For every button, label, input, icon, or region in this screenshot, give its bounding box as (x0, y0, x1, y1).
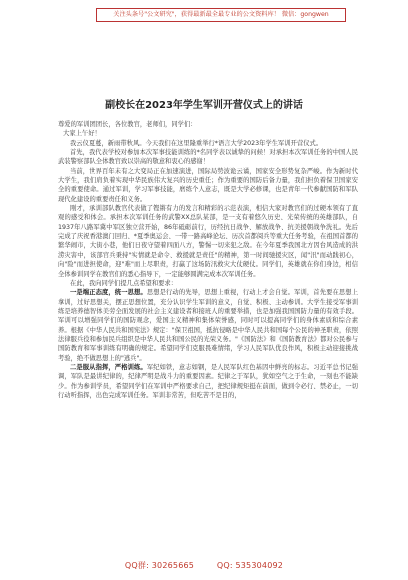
promo-banner (96, 8, 346, 22)
paragraph-lead: 一是端正态度，统一思想。 (69, 289, 147, 297)
body-paragraph: 尊爱的军训团团长，各位教官，老师们，同学们： (58, 121, 197, 128)
document-body (58, 120, 358, 400)
body-paragraph: 我云仪夏蔓，新雨带秋风。今天我们在这里隆重举行*语言大学2023年学生军训开营仪式。 (69, 139, 323, 147)
body-paragraph: 当前，世界百年未有之大变局正在加速演进，国际局势波诡云谲，国家安全形势复杂严峻。作为新时代大学生，我们肩负着实现中华民族伟大复兴的历史重任；作为重要的国防后备力量，我们担负着保卫国家安全的重要使命。通过军训，学习军事技能，磨练个人意志，既是大学必修课，也是青年一代参献国防和军队现代化建设的重要责任和义务。 (58, 167, 358, 203)
banner-wechat: 微信：gongwen (281, 11, 329, 18)
body-paragraph: 一是端正态度，统一思想。思想是行动的先导，思想上重视，行动上才会自觉。军训，首先要在思想上拿训，过好思想关，摆正思想位置，充分认识学生军训的意义，自觉、积极、主动参训。大学生接受军事训练是培养德智体美劳全面发展的社会主义建设者和接班人的重要举措，也是加强我国国防力量的有效手段。军训可以增强同学们的国防观念，爱国主义精神和集体荣誉感，同时可以提高同学们的身体素质和综合素养。根据《中华人民共和国宪法》规定："保卫祖国，抵抗侵略是中华人民共和国每个公民的神圣职责，依照法律服兵役和参加民兵组织是中华人民共和国公民的光荣义务。"《国防法》和《国防教育法》都对公民参与国防教育和军事训练有明确的规定。希望同学们克服畏难情绪，学习人民军队优良作风，积极主动迎接挑战考验，绝不做思想上的"逃兵"。 (58, 289, 359, 362)
footer-qq: QQ: 535304092 (216, 561, 284, 570)
paragraph-lead: 二是服从指挥，严格训练。 (69, 363, 147, 371)
footer-qq-group: QQ群: 30265665 (124, 561, 195, 570)
contact-footer (0, 560, 408, 571)
body-paragraph: 二是服从指挥，严格训练。军纪如铁，意志如钢，是人民军队红色基因中鲜亮的标志。习近平总书记强调，军队是最讲纪律的，纪律严明是战斗力的重要因素。纪律之于军队，犹如空气之于生命，一刻也不能缺少。作为参训学员，希望同学们在军训中严格要求自己，把纪律规矩挺在前面，做到令必行、禁必止，一切行动听指挥，出色完成军训任务。军训非常苦，但吃苦不是目的， (58, 363, 359, 399)
body-paragraph: 大家上午好！ (63, 130, 101, 138)
body-paragraph: 首先，我代表学校对参加本次军事技能训练的*名同学表以诚挚的问候！对承担本次军训任务的中国人民武装警察部队全体教官致以崇高的敬意和衷心的感谢！ (58, 149, 358, 166)
body-paragraph: 在此，我向同学们提几点希望和要求： (69, 279, 178, 287)
banner-text: 关注头条号"公文研究"，获得最新最全最专业的公文资料库！ (113, 11, 280, 18)
body-paragraph: 刚才，承训部队教官代表做了铿锵有力的发言和精彩的示范表演，相信大家对教官们的过硬本领有了直观的感受和体会。承担本次军训任务的武警XX总队某部，是一支有着悠久历史、光荣传统的英雄部队，自1937年八路军冀中军区独立营开始，86年砥砺前行，历经抗日战争、解放战争、抗美援朝战争洗礼。先后完成了庆祝香港澳门回归、*夏季奥运会、一带一路高峰论坛、历次首都阅兵等重大任务考验，在祖国首都的繁华闹市，大街小巷，他们日夜守望着四面八方，警惕一切来犯之敌。在今年夏季我国北方因台风造成的洪涝灾害中，该部官兵秉持"实情就是命令、救援就是责任"的精神，第一时间驰援灾区，闻"汛"而动践初心，向"险"而进担使命，迎"难"而上尽职责，打赢了这场防汛救灾大仗硬仗。同学们，英雄就在你们身边，相信全体参训同学在教官们的悉心指导下，一定能够圆满完成本次军训任务。 (58, 205, 358, 278)
document-title: 副校长在2023年学生军训开营仪式上的讲话 (105, 100, 303, 111)
